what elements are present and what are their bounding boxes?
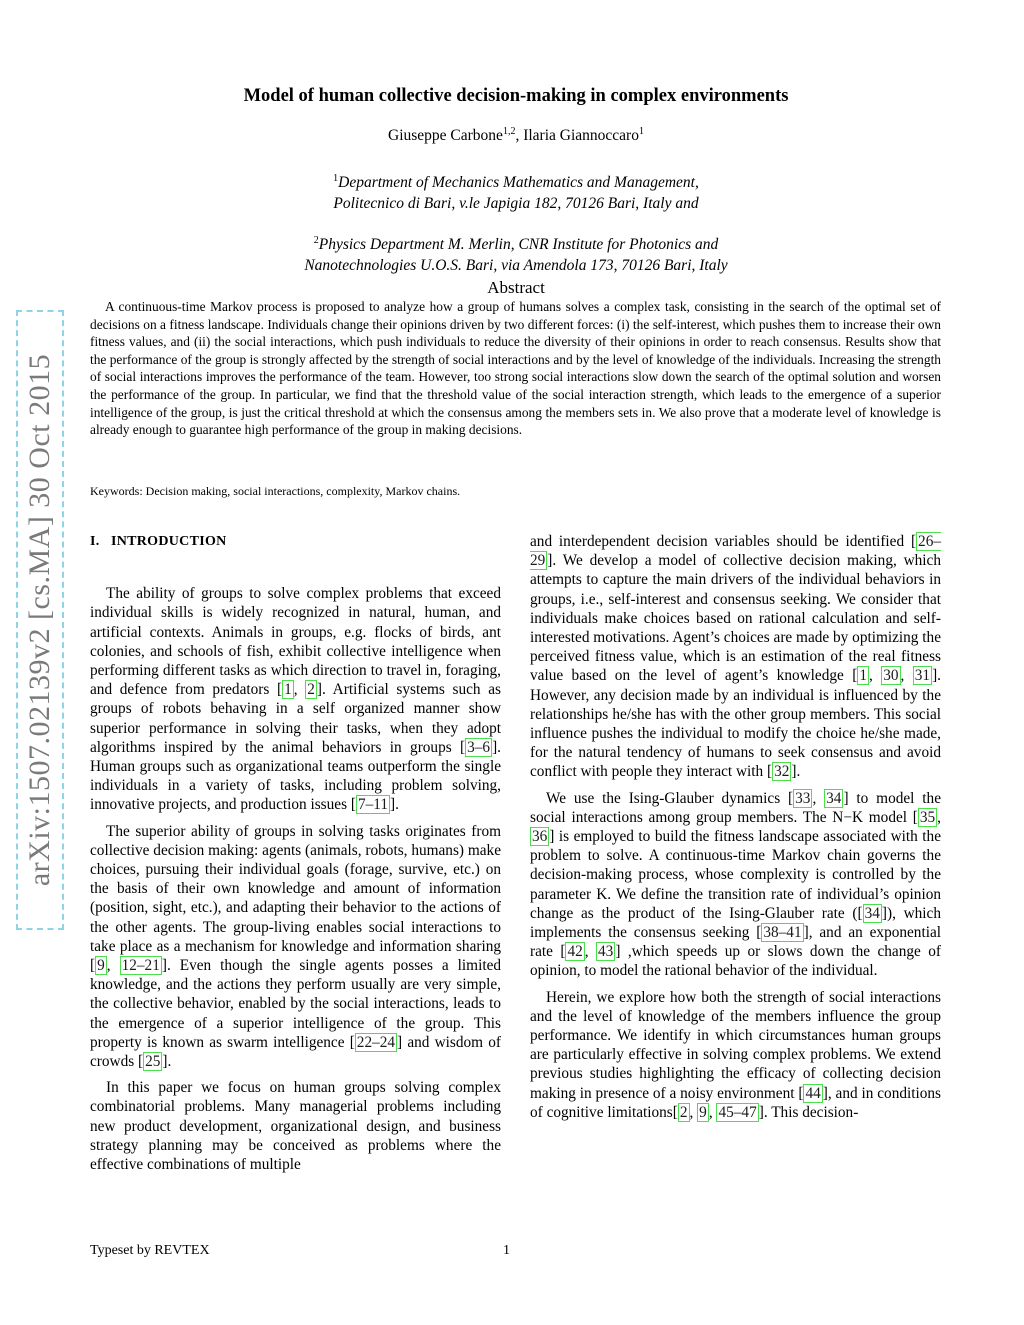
text-run: ], and in conditions of cognitive limitations[ — [530, 1084, 941, 1121]
text-run: and interdependent decision variables should be identified [ — [530, 533, 917, 550]
paragraph — [90, 584, 501, 814]
affiliation-line: Department of Mechanics Mathematics and Management, — [338, 174, 699, 192]
citation-link[interactable]: 26–29 — [530, 533, 941, 570]
citation-link[interactable]: 2 — [679, 1103, 688, 1121]
citation-link[interactable]: 9 — [699, 1103, 707, 1121]
page-number: 1 — [503, 1243, 510, 1258]
abstract-text: A continuous-time Markov process is proposed to analyze how a group of humans solves a complex task, consisting in the search of the optimal set of decisions on a fitness landscape. Individuals change their opinions driven by two different forces: (i) the self-interest, which pushes them to increase their own fitness values, and (ii) the social interactions, which push individuals to reduce the diversity of their opinions in order to reach consensus. Results show that the performance of the group is strongly affected by the strength of social interactions and by the level of knowledge of the individuals. Increasing the strength of social interactions improves the performance of the team. However, too strong social interactions slow down the search of the optimal solution and worsen the performance of the group. In particular, we find that the threshold value of the social interaction strength, which leads to the emergence of a superior intelligence of the group, is just the critical threshold at which the consensus among the members sets in. We also prove that a moderate level of knowledge is already enough to guarantee high performance of the group in making decisions. — [90, 299, 941, 438]
text-run: , — [584, 943, 597, 961]
text-run: , — [937, 808, 941, 826]
citation-link[interactable]: 36 — [532, 828, 548, 846]
citation-link[interactable]: 42 — [567, 943, 583, 961]
citation-link[interactable]: 32 — [774, 763, 790, 781]
citation-link[interactable]: 2 — [307, 681, 315, 699]
affiliation-line: Physics Department M. Merlin, CNR Institute for Photonics and — [318, 236, 719, 254]
abstract-heading: Abstract — [487, 278, 545, 297]
author-name: Ilaria Giannoccaro — [523, 127, 639, 145]
section-number: I. — [90, 534, 100, 549]
right-column — [530, 532, 941, 1122]
text-run: ] ,which speeds up or slows down the change of opinion, to model the rational behavior of the individual. — [530, 943, 941, 980]
arxiv-stamp-text: arXiv:1507.02139v2 [cs.MA] 30 Oct 2015 — [23, 353, 56, 887]
affiliation-line: Nanotechnologies U.O.S. Bari, via Amendola 173, 70126 Bari, Italy — [304, 257, 728, 275]
paragraph — [530, 789, 941, 981]
citation-link[interactable]: 35 — [919, 808, 936, 826]
text-run: ]. We develop a model of collective decision making, which attempts to capture the main drivers of the individual behaviors in groups, i.e., self-interest and consensus seeking. We consider that individuals make choices based on rational calculation and self-interested motivations. Agent’s choices are made by optimizing the perceived fitness value, which is an estimation of the real fitness value based on the level of agent’s knowledge [ — [530, 552, 941, 685]
left-column — [90, 530, 501, 1174]
keywords: Keywords: Decision making, social interactions, complexity, Markov chains. — [90, 484, 461, 498]
text-run: ]. Human groups such as organizational teams outperform the single individuals in a variety of tasks, including problem solving, innovative projects, and production issues [ — [90, 738, 501, 814]
paragraph — [530, 988, 941, 1122]
author-affil-marker: 1 — [638, 126, 644, 137]
text-run: , — [708, 1103, 717, 1121]
affiliation-2 — [90, 230, 942, 276]
text-run: ], and an exponential rate [ — [530, 924, 941, 961]
affiliation-number: 2 — [313, 235, 319, 246]
citation-link[interactable]: 44 — [805, 1084, 821, 1102]
citation-link[interactable]: 31 — [914, 667, 931, 685]
arxiv-stamp — [16, 310, 64, 930]
affiliation-line: Politecnico di Bari, v.le Japigia 182, 70126 Bari, Italy and — [333, 195, 699, 213]
paragraph: In this paper we focus on human groups solving complex combinatorial problems. Many managerial problems including new product development, organizational design, and business strategy planning may be conceived as problems where the effective combinations of multiple — [90, 1079, 501, 1174]
text-run: ]. — [389, 796, 399, 814]
text-run: ]. However, any decision made by an individual is influenced by the relationships he/she has with the other group members. This social influence pushes the individual to modify the choice he/she made, for the natural tendency of humans to seek consensus and avoid conflict with people they interact with [ — [530, 667, 941, 781]
affiliation-1 — [90, 168, 942, 214]
text-run: ]. — [791, 763, 801, 781]
text-run: , — [812, 789, 825, 807]
text-run: ]), which implements the consensus seeking [ — [530, 904, 941, 942]
section-title: INTRODUCTION — [110, 534, 227, 549]
text-run: ]. Artificial systems such as groups of robots behaving in a self organized manner show superior performance in solving their tasks, when they adopt algorithms inspired by the animal behaviors in groups [ — [90, 681, 501, 756]
text-run: We use the Ising-Glauber dynamics [ — [546, 789, 794, 807]
citation-link[interactable]: 22–24 — [356, 1033, 396, 1051]
citation-link[interactable]: 43 — [598, 943, 614, 961]
paragraph — [530, 532, 941, 782]
text-run: , — [689, 1103, 698, 1121]
author-name: Giuseppe Carbone — [388, 127, 503, 145]
citation-link[interactable]: 30 — [883, 667, 899, 685]
text-run: The superior ability of groups in solving tasks originates from collective decision making: agents (animals, robots, humans) make choices, pursuing their individual goals (forage, survive, etc.) on the basis of their own knowledge and amount of information (position, sight, etc.), and adapting their behavior to the actions of the other agents. The group-living enables social interactions to take place as a mechanism for knowledge and information sharing [ — [90, 822, 501, 975]
paper-title: Model of human collective decision-making in complex environments — [243, 86, 789, 106]
citation-link[interactable]: 1 — [284, 681, 292, 699]
author-affil-marker: 1,2 — [502, 126, 516, 137]
citation-link[interactable]: 38–41 — [763, 924, 802, 942]
author-list — [90, 126, 942, 145]
text-run: ] and wisdom of crowds [ — [90, 1033, 501, 1071]
typeset-note: Typeset by REVTEX — [90, 1243, 210, 1258]
author-separator: , — [515, 127, 524, 145]
citation-link[interactable]: 34 — [826, 789, 842, 807]
citation-link[interactable]: 9 — [97, 957, 105, 975]
text-run: , — [868, 667, 882, 685]
text-run: , — [293, 681, 306, 699]
citation-link[interactable]: 7–11 — [357, 796, 388, 814]
text-run: , — [106, 957, 120, 975]
citation-link[interactable]: 45–47 — [718, 1103, 757, 1121]
citation-link[interactable]: 34 — [864, 904, 880, 922]
text-run: , — [900, 667, 913, 685]
citation-link[interactable]: 3–6 — [467, 738, 491, 756]
affiliation-number: 1 — [333, 173, 339, 184]
citation-link[interactable]: 25 — [145, 1053, 161, 1071]
text-run: ]. This decision- — [758, 1103, 859, 1121]
text-run: ]. Even though the single agents posses a limited knowledge, and the actions they perform usually are very simple, the collective behavior, enabled by the social interactions, leads to the emergence of a superior intelligence of the group. This property is known as swarm intelligence [ — [90, 957, 502, 1051]
text-run: ] is employed to build the fitness landscape associated with the problem to solve. A continuous-time Markov chain governs the decision-making process, whose complexity is controlled by the parameter K. We define the transition rate of individual’s opinion change as the product of the Ising-Glauber rate ([ — [530, 828, 941, 922]
citation-link[interactable]: 12–21 — [121, 957, 160, 975]
text-run: ]. — [162, 1053, 172, 1071]
text-run: ] to model the social interactions among group members. The N−K model [ — [530, 789, 941, 826]
paragraph — [90, 822, 501, 1072]
text-run: The ability of groups to solve complex problems that exceed individual skills is widely recognized in natural, human, and artificial contexts. Animals in groups, e.g. flocks of birds, ant colonies, and schools of fish, exhibit collective intelligence when performing different tasks as which direction to travel in, foraging, and defence from predators [ — [90, 585, 501, 699]
section-heading — [90, 532, 501, 551]
citation-link[interactable]: 1 — [859, 667, 867, 685]
text-run: Herein, we explore how both the strength of social interactions and the level of knowledge of the members influence the group performance. We identify in which circumstances human groups are particularly effective in solving complex problems. We extend previous studies highlighting the efficacy of collecting decision making in presence of a noisy environment [ — [530, 988, 941, 1102]
citation-link[interactable]: 33 — [795, 789, 811, 807]
